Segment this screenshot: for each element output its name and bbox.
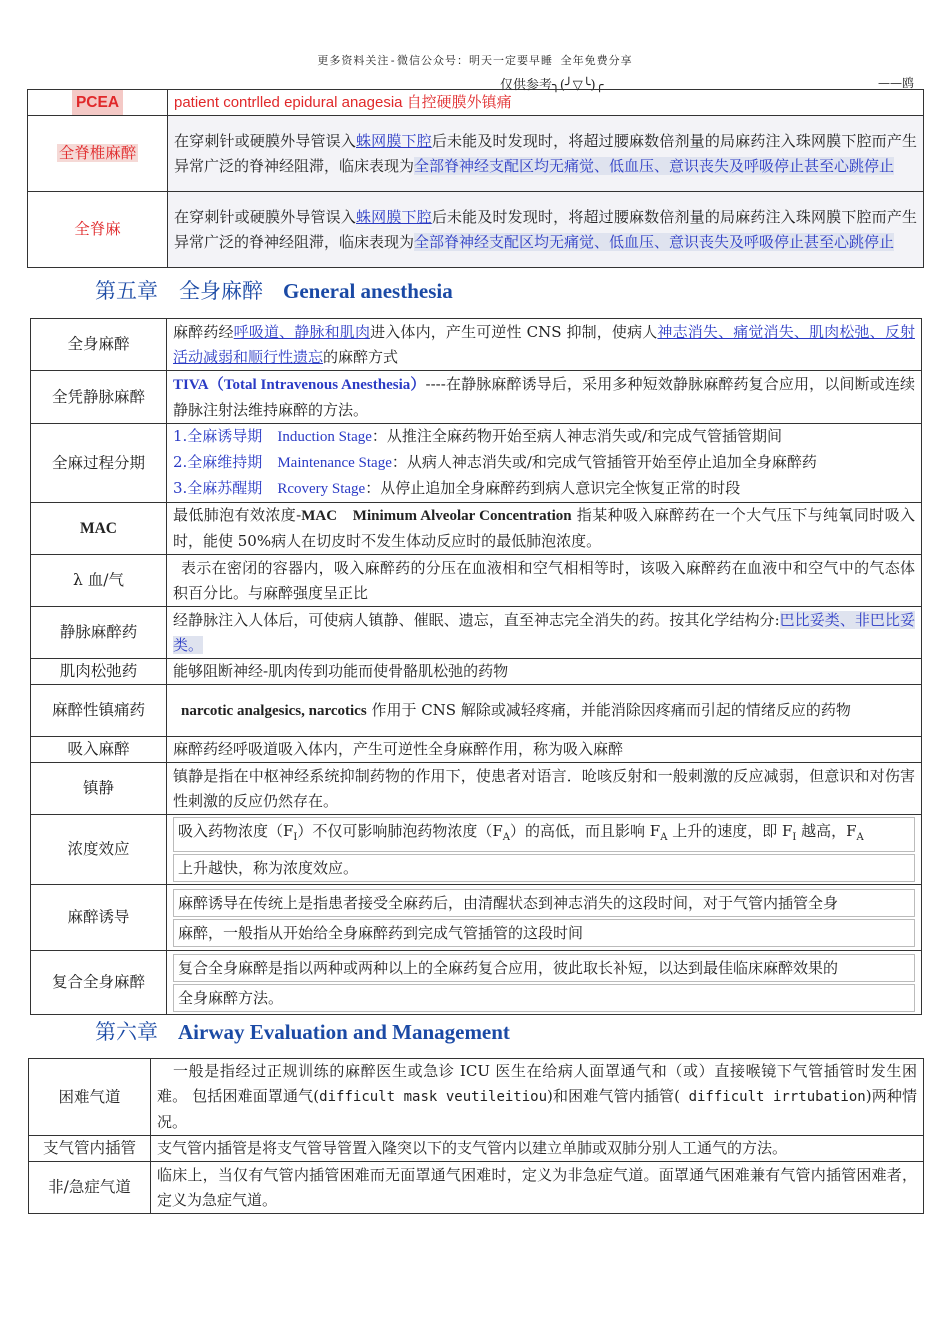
term-cell: 肌肉松弛药 bbox=[31, 659, 167, 685]
definition-cell bbox=[168, 116, 924, 192]
term-cell: 非/急症气道 bbox=[29, 1162, 151, 1214]
definition-cell: 表示在密闭的容器内，吸入麻醉药的分压在血液相和空气相相等时，该吸入麻醉药在血液中和空气中的气态体积百分比。与麻醉强度呈正比 bbox=[167, 555, 922, 607]
table-row bbox=[31, 815, 922, 885]
definition-cell bbox=[167, 951, 922, 1015]
table-row bbox=[29, 1162, 924, 1214]
def-text: ）的高低，而且影响 F bbox=[510, 822, 661, 840]
table-row bbox=[31, 763, 922, 815]
inner-line: 复合全身麻醉是指以两种或两种以上的全麻药复合应用，彼此取长补短，以达到最佳临床麻醉效果的 bbox=[173, 954, 915, 982]
def-text: 麻醉药经 bbox=[173, 322, 234, 341]
def-text: )两种情况。 bbox=[157, 1087, 917, 1131]
def-text: 作用于 CNS 解除或减轻疼痛，并能消除因疼痛而引起的情绪反应的药物 bbox=[366, 700, 851, 719]
term-cell: 吸入麻醉 bbox=[31, 737, 167, 763]
definition-cell bbox=[167, 607, 922, 659]
term-label: PCEA bbox=[72, 90, 123, 115]
table-general-anesthesia bbox=[30, 318, 922, 1015]
stage-desc: ：从推注全麻药物开始至病人神志消失或/和完成气管插管期间 bbox=[371, 427, 782, 445]
table-row bbox=[31, 951, 922, 1015]
definition-cell: 麻醉药经呼吸道吸入体内，产生可逆性全身麻醉作用，称为吸入麻醉 bbox=[167, 737, 922, 763]
def-text: 吸入药物浓度（F bbox=[178, 822, 294, 840]
term-cell: 浓度效应 bbox=[31, 815, 167, 885]
author-note: ——鸥 bbox=[877, 76, 914, 90]
definition-cell: 支气管内插管是将支气管导管置入隆突以下的支气管内以建立单肺或双肺分别人工通气的方法。 bbox=[151, 1136, 924, 1162]
term-cell: 困难气道 bbox=[29, 1059, 151, 1136]
term-label: 全脊椎麻醉 bbox=[58, 144, 137, 162]
ref-note: 仅供参考╮(╯▽╰)╭ bbox=[500, 78, 604, 93]
table-row bbox=[31, 319, 922, 371]
definition-cell: 能够阻断神经-肌肉传到功能而使骨骼肌松弛的药物 bbox=[167, 659, 922, 685]
subscript: A bbox=[502, 832, 511, 843]
stage-desc: ：从病人神志消失或/和完成气管插管开始至停止追加全身麻醉药 bbox=[391, 453, 817, 471]
definition-cell bbox=[167, 371, 922, 424]
table-row bbox=[28, 90, 924, 116]
def-text: 经静脉注入人体后，可使病人镇静、催眠、遗忘，直至神志完全消失的药。按其化学结构分: bbox=[173, 610, 780, 629]
term-cell: 支气管内插管 bbox=[29, 1136, 151, 1162]
inner-line: 全身麻醉方法。 bbox=[173, 984, 915, 1012]
chapter-cn: 第六章 bbox=[95, 1020, 158, 1044]
def-text: 进入体内，产生可逆性 CNS 抑制，使病人 bbox=[370, 322, 658, 341]
term-cell: 麻醉诱导 bbox=[31, 885, 167, 951]
term-cell: MAC bbox=[31, 503, 167, 555]
def-link[interactable]: 神志消失、痛觉消失、肌肉松弛、反射活动减弱和顺行性遗忘 bbox=[173, 322, 915, 366]
table-airway bbox=[28, 1058, 924, 1214]
def-link[interactable]: 蛛网膜下腔 bbox=[356, 207, 432, 226]
def-text: ----在静脉麻醉诱导后，采用多种短效静脉麻醉药复合应用，以间断或连续静脉注射法维持麻醉的方法。 bbox=[173, 374, 915, 419]
table-row bbox=[28, 116, 924, 192]
stage-line-1 bbox=[173, 424, 915, 450]
def-text: 一般是指经过正规训练的麻醉医生或急诊 ICU 医生在给病人面罩通气和（或）直接喉镜下气管插管时发生困难。 包括困难面罩通气( bbox=[157, 1062, 917, 1105]
table-row bbox=[31, 607, 922, 659]
def-text: )和困难气管内插管( bbox=[547, 1087, 680, 1105]
stage-en: Rcovery Stage bbox=[277, 481, 366, 497]
def-term-en: difficult mask veutileitiou bbox=[319, 1089, 548, 1105]
subscript: A bbox=[660, 832, 668, 843]
table-row bbox=[29, 1136, 924, 1162]
term-cell: 全身麻醉 bbox=[31, 319, 167, 371]
def-text: 指某种吸入麻醉药在一个大气压下与纯氧同时吸入时，能使 50%病人在切皮时不发生体动反应时的最低肺泡浓度。 bbox=[173, 506, 915, 550]
definition-cell: 镇静是指在中枢神经系统抑制药物的作用下，使患者对语言．呛咳反射和一般刺激的反应减弱，但意识和对伤害性刺激的反应仍然存在。 bbox=[167, 763, 922, 815]
table-row bbox=[31, 555, 922, 607]
term-cell: 镇静 bbox=[31, 763, 167, 815]
chapter-en: General anesthesia bbox=[283, 279, 453, 303]
definition-cell bbox=[151, 1059, 924, 1136]
table-row bbox=[31, 737, 922, 763]
subscript: A bbox=[856, 832, 864, 843]
def-highlight: 全部脊神经支配区均无痛觉、低血压、意识丧失及呼吸停止甚至心跳停止 bbox=[414, 156, 895, 175]
term-cell bbox=[28, 90, 168, 116]
stage-name: 1.全麻诱导期 bbox=[173, 427, 263, 445]
term-cell bbox=[28, 192, 168, 268]
term-cell bbox=[28, 116, 168, 192]
term-cell: λ 血/气 bbox=[31, 555, 167, 607]
definition-cell bbox=[168, 192, 924, 268]
stage-line-3 bbox=[173, 476, 915, 502]
def-link[interactable]: 蛛网膜下腔 bbox=[356, 131, 432, 150]
chapter-cn: 第五章 全身麻醉 bbox=[95, 279, 263, 303]
def-text: 越高，F bbox=[796, 822, 857, 840]
def-text: 在穿刺针或硬膜外导管误入 bbox=[174, 207, 356, 226]
def-text: 上升的速度，即 F bbox=[667, 822, 793, 840]
definition-cell bbox=[167, 685, 922, 737]
def-text: 后未能及时发现时，将超过腰麻数倍剂量的局麻药注入珠网膜下腔而产生异常广泛的脊神经阻滞，临床表现为 bbox=[174, 207, 917, 251]
table-row bbox=[31, 424, 922, 503]
def-highlight: 全部脊神经支配区均无痛觉、低血压、意识丧失及呼吸停止甚至心跳停止 bbox=[414, 232, 895, 251]
term-cell: 全凭静脉麻醉 bbox=[31, 371, 167, 424]
definition-cell bbox=[167, 503, 922, 555]
table-row bbox=[31, 659, 922, 685]
table-anesthesia-terms-1 bbox=[27, 89, 924, 268]
def-term-en: difficult irrtubation bbox=[680, 1089, 866, 1105]
definition-cell: patient contrlled epidural anagesia 自控硬膜外镇痛 bbox=[168, 90, 924, 116]
top-note: 更多资料关注-微信公众号：明天一定要早睡 全年免费分享 bbox=[317, 54, 633, 67]
def-bold: MAC Minimum Alveolar Concentration bbox=[301, 508, 572, 524]
def-text: 最低肺泡有效浓度- bbox=[173, 506, 302, 524]
inner-line: 麻醉，一般指从开始给全身麻醉药到完成气管插管的这段时间 bbox=[173, 919, 915, 947]
term-cell: 麻醉性镇痛药 bbox=[31, 685, 167, 737]
def-text: 后未能及时发现时，将超过腰麻数倍剂量的局麻药注入珠网膜下腔而产生异常广泛的脊神经阻滞，临床表现为 bbox=[174, 131, 917, 175]
def-bold: narcotic analgesics, narcotics bbox=[181, 702, 367, 719]
stage-desc: ：从停止追加全身麻醉药到病人意识完全恢复正常的时段 bbox=[365, 479, 741, 497]
def-text: 的麻醉方式 bbox=[323, 347, 399, 366]
stage-name: 2.全麻维持期 bbox=[173, 453, 263, 471]
inner-line: 上升越快，称为浓度效应。 bbox=[173, 854, 915, 882]
chapter-en: Airway Evaluation and Management bbox=[178, 1020, 510, 1044]
definition-cell bbox=[167, 815, 922, 885]
subscript: I bbox=[293, 832, 298, 843]
table-row bbox=[31, 371, 922, 424]
table-row bbox=[31, 885, 922, 951]
stage-en: Maintenance Stage bbox=[277, 455, 392, 471]
term-cell: 全麻过程分期 bbox=[31, 424, 167, 503]
term-label: 全脊麻 bbox=[74, 220, 121, 238]
stage-en: Induction Stage bbox=[277, 429, 372, 445]
def-bold: TIVA（Total Intravenous Anesthesia） bbox=[173, 376, 426, 393]
def-highlight: 巴比妥类、非巴比妥类。 bbox=[173, 610, 915, 654]
table-row bbox=[29, 1059, 924, 1136]
table-row bbox=[31, 685, 922, 737]
inner-line: 麻醉诱导在传统上是指患者接受全麻药后，由清醒状态到神志消失的这段时间，对于气管内插管全身 bbox=[173, 889, 915, 917]
definition-cell: 临床上，当仅有气管内插管困难而无面罩通气困难时，定义为非急症气道。面罩通气困难兼有气管内插管困难者，定义为急症气道。 bbox=[151, 1162, 924, 1214]
stage-name: 3.全麻苏醒期 bbox=[173, 479, 263, 497]
table-row bbox=[31, 503, 922, 555]
term-cell: 静脉麻醉药 bbox=[31, 607, 167, 659]
def-text: ）不仅可影响肺泡药物浓度（F bbox=[297, 822, 503, 840]
definition-cell bbox=[167, 424, 922, 503]
subscript: I bbox=[792, 832, 797, 843]
def-link[interactable]: 呼吸道、静脉和肌肉 bbox=[233, 322, 371, 341]
definition-cell bbox=[167, 319, 922, 371]
definition-cell bbox=[167, 885, 922, 951]
term-cell: 复合全身麻醉 bbox=[31, 951, 167, 1015]
chapter-6-heading bbox=[95, 1016, 510, 1046]
def-text: 在穿刺针或硬膜外导管误入 bbox=[174, 131, 356, 150]
stage-line-2 bbox=[173, 450, 915, 476]
inner-line bbox=[173, 817, 915, 852]
chapter-5-heading bbox=[95, 275, 453, 305]
table-row bbox=[28, 192, 924, 268]
